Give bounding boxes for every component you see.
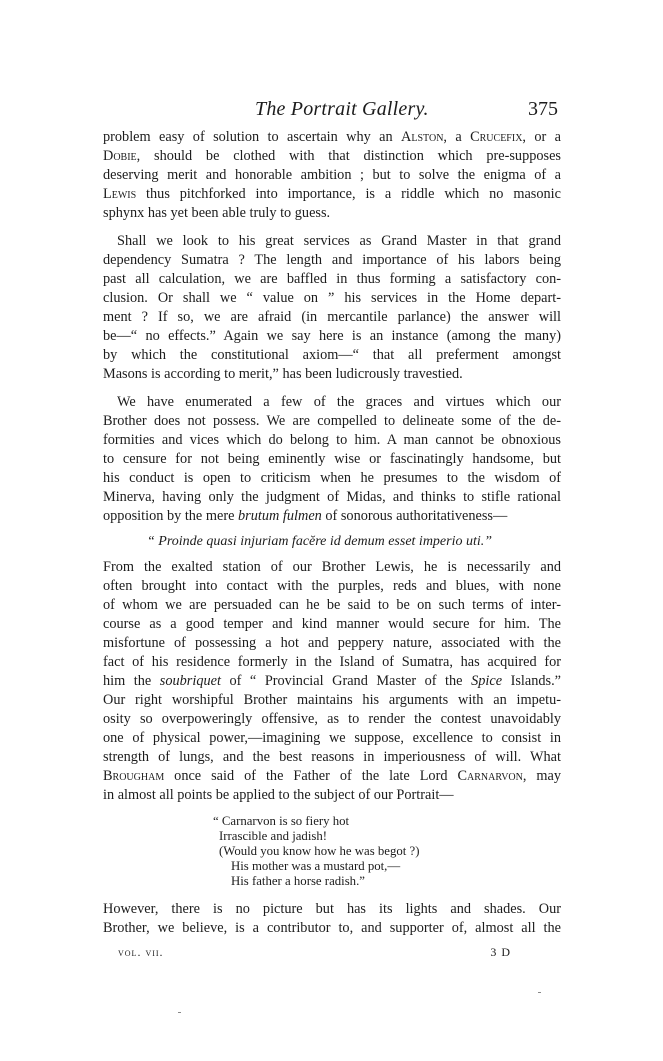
- signature-mark: 3 D: [490, 945, 511, 959]
- poem: [103, 814, 561, 889]
- paragraph-4: From the exalted station of our Brother Lewis, he is necessarily and often brought into contact with the purples, reds and blues, with none of whom we are persuaded can he be said to be on such terms of inter- course as a good temper and kind manner would secure for him. The misfortune of possessing a hot and peppery nature, associated with the fact of his residence formerly in the Island of Sumatra, has acquired for him the soubriquet of “ Provincial Grand Master of the Spice Islands.” Our right worshipful Brother maintains his arguments with an impetu- osity so overpoweringly offensive, as to render the contest unavoidably one of physical power,—imagining we suppose, excellence to consist in strength of lungs, and the best reasons in imperiousness of will. What Brougham once said of the Father of the late Lord Carnarvon, may in almost all points be applied to the subject of our Portrait—: [103, 559, 562, 803]
- paragraph-1: problem easy of solution to ascertain why an Alston, a Crucefix, or a Dobie, should be clothed with that distinction which pre-supposes deserving merit and honorable ambition ; but to solve the enigma of a Lewis thus pitchforked into importance, is a riddle which no masonic sphynx has yet been able truly to guess.: [103, 129, 561, 221]
- paragraph-3: We have enumerated a few of the graces and virtues which our Brother does not possess. We are compelled to delineate some of the de- formities and vices which do belong to him. A man cannot be obnoxious to censure for not being eminently wise or fascinatingly handsome, but his conduct is open to criticism when he presumes to the wisdom of Minerva, having only the judgment of Midas, and thinks to stifle rational opposition by the mere brutum fulmen of sonorous authoritativeness—: [103, 394, 561, 524]
- poem-line: His father a horse radish.”: [231, 874, 365, 888]
- poem-line: “ Carnarvon is so fiery hot: [213, 814, 350, 828]
- page-footer: [118, 945, 511, 961]
- name-carnarvon: Carnarvon: [457, 768, 523, 784]
- poem-line: (Would you know how he was begot ?): [219, 844, 420, 858]
- name-lewis: Lewis: [103, 186, 137, 202]
- body-text: [103, 128, 561, 938]
- paragraph-5: However, there is no picture but has its lights and shades. Our Brother, we believe, is a contributor to, and supporter of, almost all the: [103, 901, 561, 936]
- print-speck: [538, 992, 541, 993]
- name-brougham: Brougham: [103, 768, 165, 784]
- paragraph-2: Shall we look to his great services as Grand Master in that grand dependency Sumatra ? The length and importance of his labors being past all calculation, we are baffled in thus forming a satisfactory con- clusion. Or shall we “ value on ” his services in the Home depart- ment ? If so, we are afraid (in mercantile parlance) the answer will be—“ no effects.” Again we say here is an instance (among the many) by which the constitutional axiom—“ that all preferment amongst Masons is according to merit,” has been ludicrously travestied.: [103, 233, 561, 382]
- print-speck: [178, 1012, 181, 1013]
- name-alston: Alston: [401, 129, 444, 145]
- running-title: The Portrait Gallery.: [255, 98, 429, 120]
- poem-line: His mother was a mustard pot,—: [231, 859, 401, 873]
- name-dobie: Dobie: [103, 148, 137, 164]
- page-header: [103, 98, 558, 124]
- name-crucefix: Crucefix: [470, 129, 523, 145]
- latin-quote: “ Proinde quasi injuriam facĕre id demum esset imperio uti.”: [147, 534, 493, 549]
- poem-line: Irrascible and jadish!: [219, 829, 328, 843]
- volume-label: vol. vii.: [118, 945, 164, 959]
- page-number: 375: [528, 98, 558, 120]
